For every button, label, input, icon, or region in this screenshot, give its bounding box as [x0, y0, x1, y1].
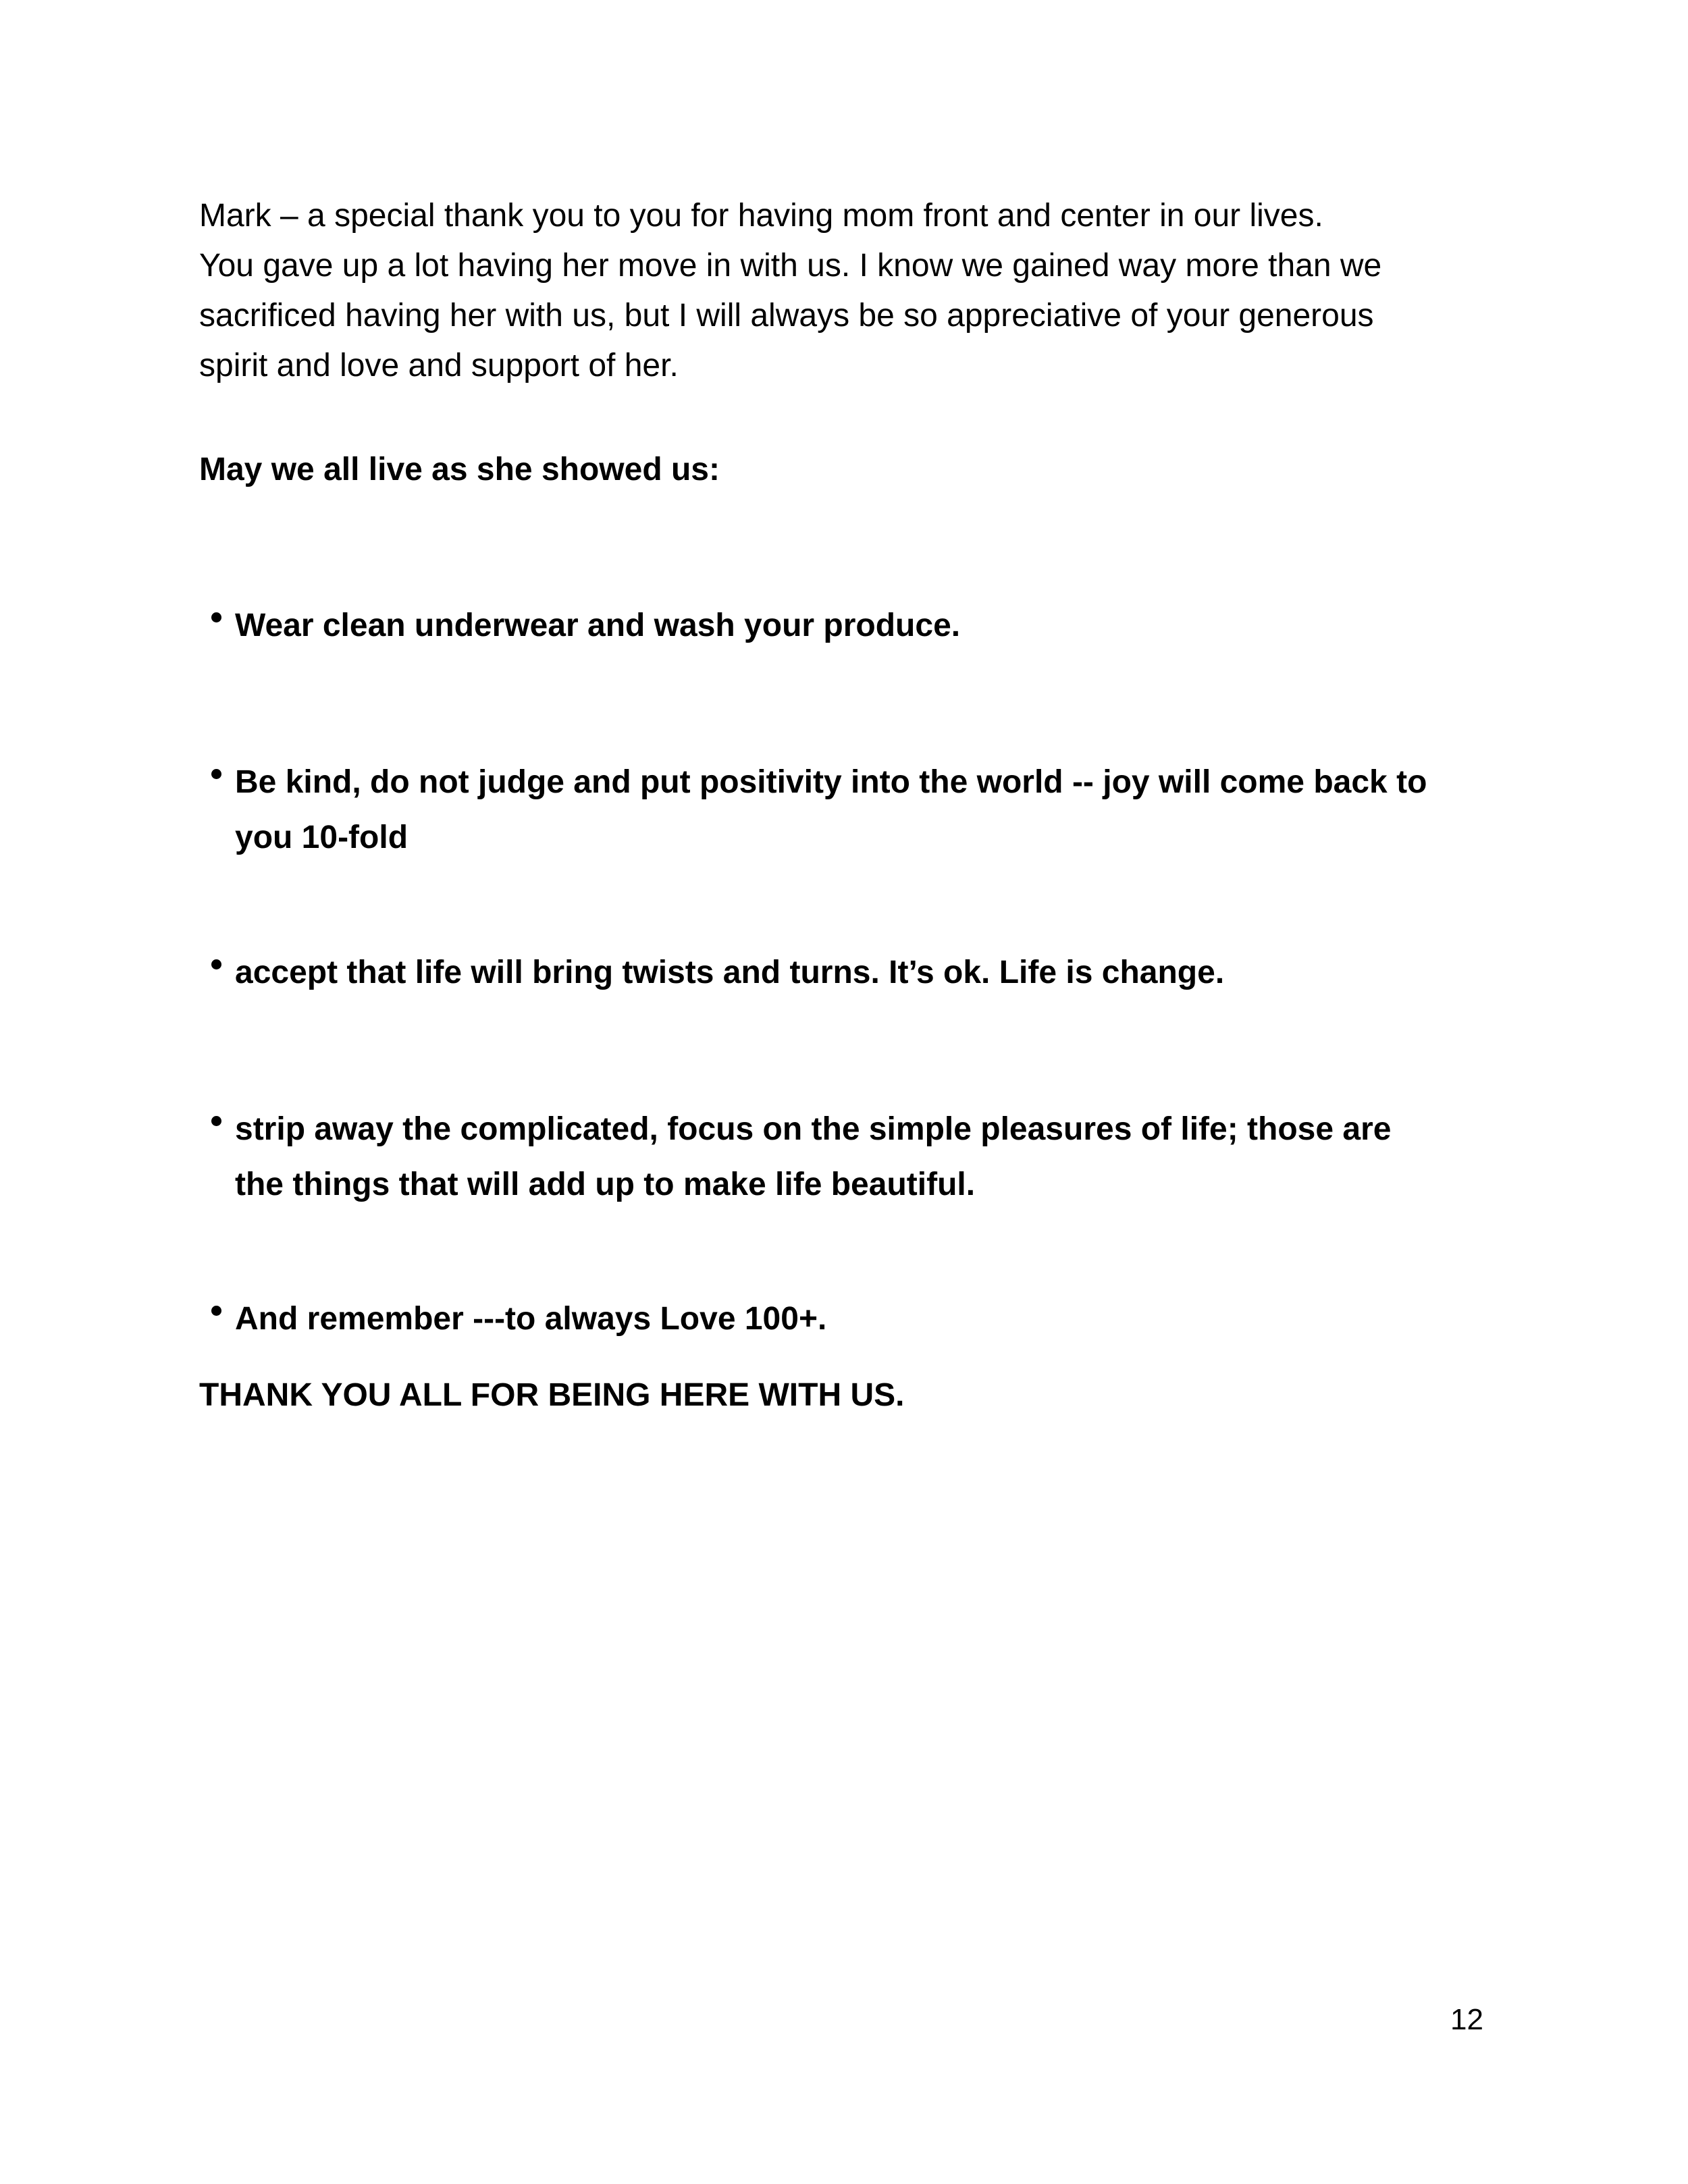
bullet-icon	[211, 959, 221, 969]
bullet-icon	[211, 612, 221, 622]
list-item	[203, 1102, 1539, 1213]
list-item-text: And remember ---to always Love 100+.	[235, 1301, 827, 1337]
list-item	[203, 755, 1539, 865]
list-item-text: accept that life will bring twists and turns. It’s ok. Life is change.	[235, 955, 1225, 990]
bullet-icon	[211, 1306, 221, 1316]
paragraph-line: spirit and love and support of her.	[199, 348, 679, 383]
list-item-text: strip away the complicated, focus on the simple pleasures of life; those are	[235, 1111, 1392, 1147]
list-item-text: the things that will add up to make life beautiful.	[235, 1167, 976, 1202]
thank-you-paragraph	[199, 191, 1523, 391]
paragraph-line: sacrificed having her with us, but I will always be so appreciative of your generous	[199, 298, 1374, 334]
list-item	[203, 1291, 1539, 1347]
paragraph-line: Mark – a special thank you to you for having mom front and center in our lives.	[199, 198, 1323, 234]
paragraph-line: You gave up a lot having her move in with us. I know we gained way more than we	[199, 248, 1382, 284]
bullet-icon	[211, 1116, 221, 1126]
page-number: 12	[1450, 2003, 1483, 2036]
closing-statement: THANK YOU ALL FOR BEING HERE WITH US.	[199, 1377, 905, 1413]
list-item	[203, 945, 1539, 1001]
list-item	[203, 598, 1539, 654]
list-item-text: Be kind, do not judge and put positivity into the world -- joy will come back to	[235, 764, 1427, 800]
bullet-icon	[211, 769, 221, 779]
list-item-text: you 10-fold	[235, 820, 408, 855]
list-item-text: Wear clean underwear and wash your produce.	[235, 608, 961, 643]
list-heading: May we all live as she showed us:	[199, 452, 720, 487]
